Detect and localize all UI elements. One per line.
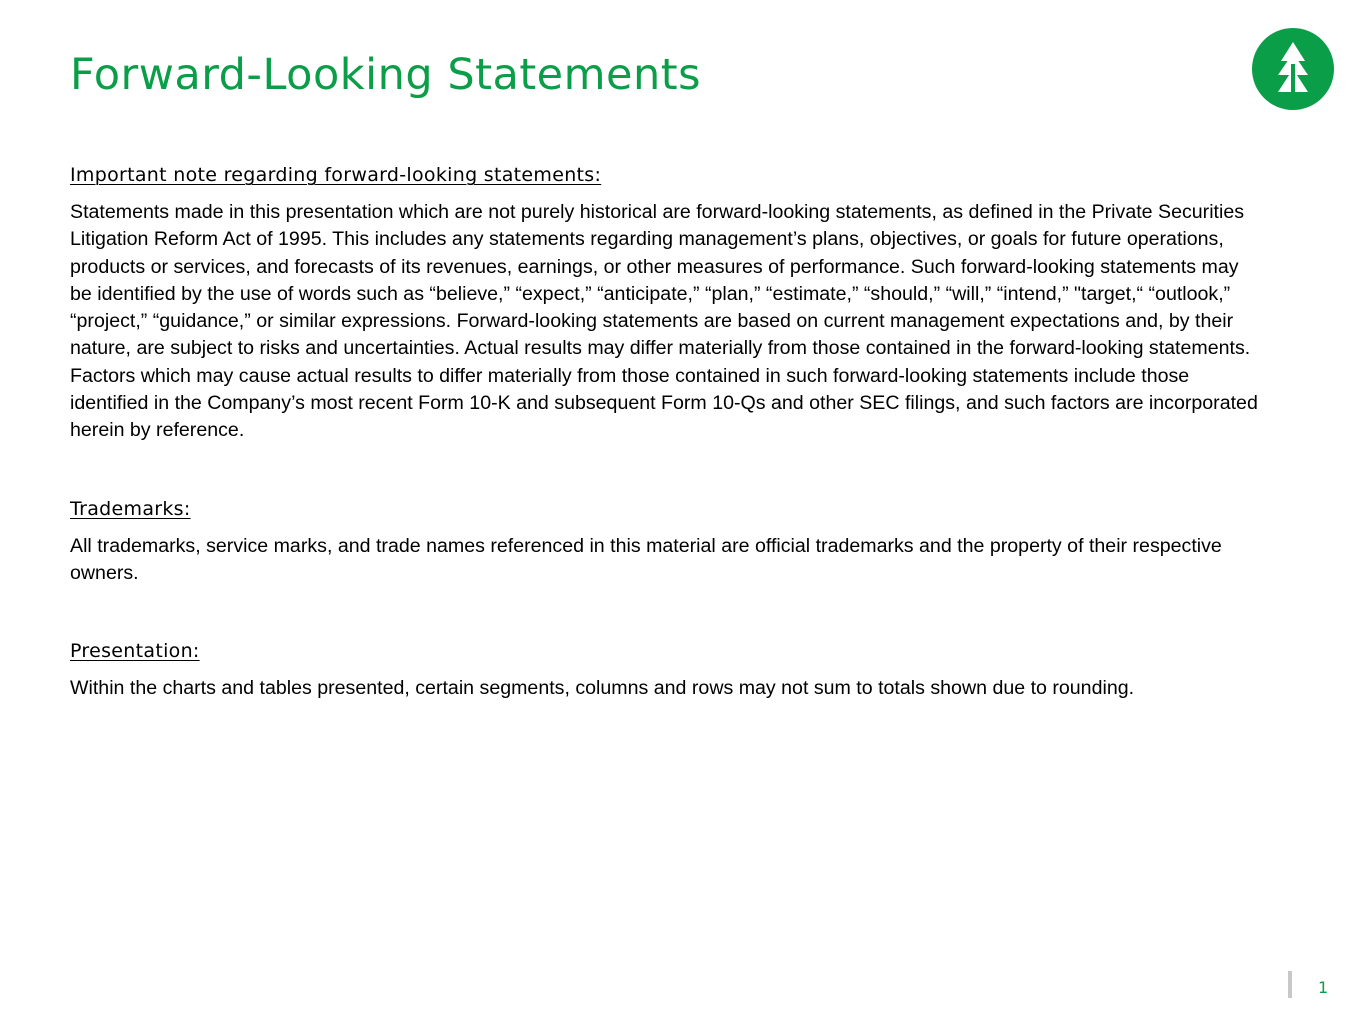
section-forward-looking	[70, 162, 1260, 445]
section-heading-forward-looking: Important note regarding forward-looking statements:	[70, 164, 602, 186]
section-heading-presentation: Presentation:	[70, 640, 200, 663]
bank-tree-logo-icon	[1252, 28, 1334, 110]
page-number: 1	[1318, 978, 1329, 997]
section-presentation	[70, 638, 1260, 702]
page-title: Forward-Looking Statements	[70, 50, 701, 100]
section-body-presentation: Within the charts and tables presented, certain segments, columns and rows may not sum to totals shown due to rounding.	[70, 677, 1135, 700]
disclaimer-content	[70, 162, 1260, 703]
footer-divider	[1288, 971, 1292, 998]
section-body-trademarks: All trademarks, service marks, and trade names referenced in this material are official trademarks and the property of their respective owners.	[70, 534, 1222, 584]
section-body-forward-looking: Statements made in this presentation which are not purely historical are forward-looking statements, as defined in the Private Securities Litigation Reform Act of 1995. This includes any statements regarding management’s plans, objectives, or goals for future operations, products or services, and forecasts of its revenues, earnings, or other measures of performance. Such forward-looking statements may be identified by the use of words such as “believe,” “expect,” “anticipate,” “plan,” “estimate,” “should,” “will,” “intend,” "target,“ “outlook,” “project,” “guidance,” or similar expressions. Forward-looking statements are based on current management expectations and, by their nature, are subject to risks and uncertainties. Actual results may differ materially from those contained in the forward-looking statements. Factors which may cause actual results to differ materially from those contained in such forward-looking statements include those identified in the Company’s most recent Form 10-K and subsequent Form 10-Qs and other SEC filings, and such factors are incorporated herein by reference.	[70, 201, 1258, 442]
section-heading-trademarks: Trademarks:	[70, 497, 191, 520]
section-trademarks	[70, 496, 1260, 588]
